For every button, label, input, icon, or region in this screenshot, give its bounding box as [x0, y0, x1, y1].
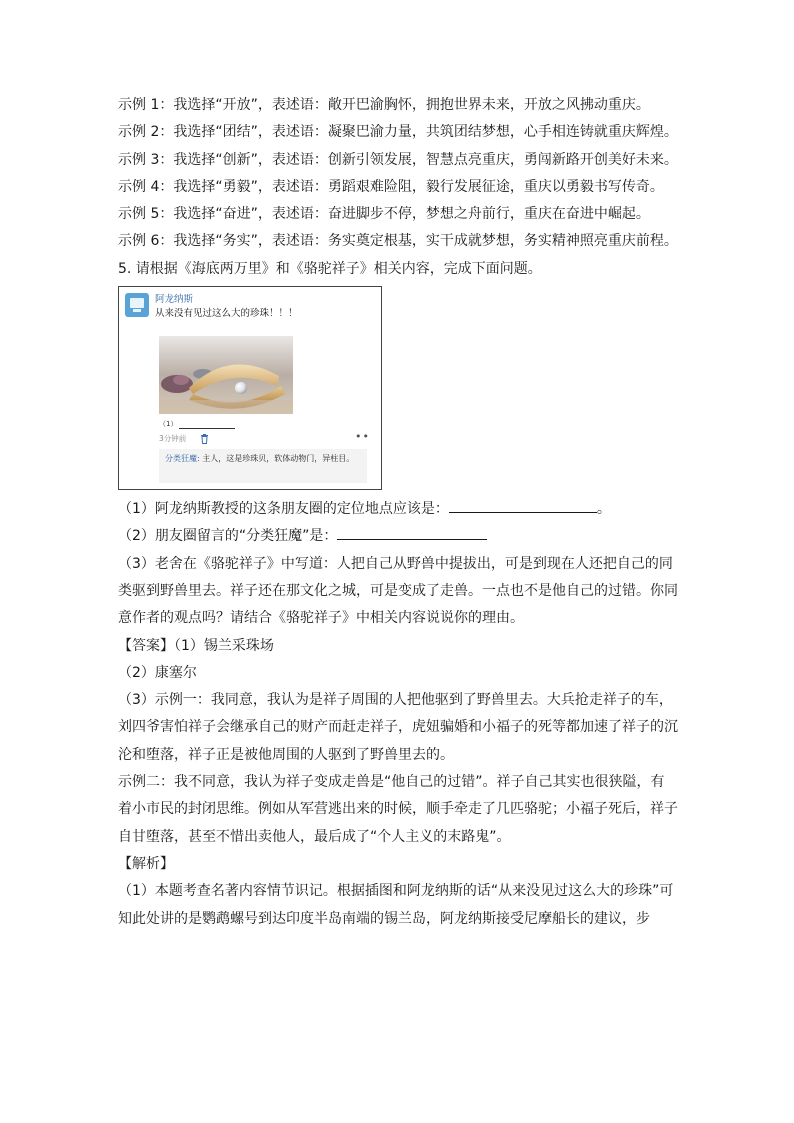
- pearl-shell-photo: [159, 336, 293, 414]
- answer-3-example-1: （3）示例一：我同意，我认为是祥子周围的人把他驱到了野兽里去。大兵抢走祥子的车，刘四爷害怕祥子会继承自己的财产而赶走祥子，虎妞骗婚和小福子的死等都加速了祥子的沉沦和堕落，祥子正是被他周围的人驱到了野兽里去的。: [118, 692, 678, 763]
- paragraph: 示例 2：我选择“团结”，表述语：凝聚巴渝力量，共筑团结梦想，心手相连铸就重庆辉煌。: [118, 124, 678, 141]
- more-options-icon: ••: [355, 430, 370, 444]
- answer-blank: [449, 498, 597, 513]
- avatar: [125, 293, 149, 317]
- answer-heading: 【答案】（1）锡兰采珠场: [118, 637, 274, 654]
- answer-2: （2）康塞尔: [118, 664, 197, 681]
- post-text: 从来没有见过这么大的珍珠！！！: [155, 308, 298, 320]
- analysis-1: （1）本题考查名著内容情节识记。根据插图和阿龙纳斯的话“从来没见过这么大的珍珠”可知此处讲的是鹦鹉螺号到达印度半岛南端的锡兰岛，阿龙纳斯接受尼摩船长的建议，步: [118, 883, 674, 927]
- question-2: （2）朋友圈留言的“分类狂魔”是：: [118, 523, 678, 550]
- paragraph: 示例 3：我选择“创新”，表述语：创新引领发展，智慧点亮重庆，勇闯新路开创美好未来。: [118, 151, 678, 168]
- trash-icon: [200, 434, 209, 444]
- paragraph: 示例 5：我选择“奋进”，表述语：奋进脚步不停，梦想之舟前行，重庆在奋进中崛起。: [118, 206, 650, 223]
- post-time: 3分钟前: [159, 434, 187, 444]
- question-3: （3）老舍在《骆驼祥子》中写道：人把自己从野兽中提拔出，可是到现在人还把自己的同类驱到野兽里去。祥子还在那文化之城，可是变成了走兽。一点也不是他自己的过错。你同意作者的观点吗？请结合《骆驼祥子》中相关内容说说你的理由。: [118, 555, 678, 627]
- caption-blank: （1）: [159, 419, 235, 429]
- comment-author: 分类狂魔:: [165, 454, 200, 464]
- comment-text: 主人，这是珍珠贝，软体动物门，异柱目。: [199, 454, 355, 464]
- moments-post-figure: [118, 286, 382, 490]
- answer-blank: [337, 525, 487, 540]
- answer-3-example-2: 示例二：我不同意，我认为祥子变成走兽是“他自己的过错”。祥子自己其实也很狭隘，有着小市民的封闭思维。例如从军营逃出来的时候，顺手牵走了几匹骆驼；小福子死后，祥子自甘堕落，甚至不惜出卖他人，最后成了“个人主义的末路鬼”。: [118, 774, 678, 845]
- question-heading: 5. 请根据《海底两万里》和《骆驼祥子》相关内容，完成下面问题。: [118, 260, 542, 277]
- question-1: （1）阿龙纳斯教授的这条朋友圈的定位地点应该是： 。: [118, 496, 678, 523]
- document-body: [118, 92, 678, 933]
- comment-box: [159, 449, 367, 483]
- paragraph: 示例 4：我选择“勇毅”，表述语：勇蹈艰难险阻，毅行发展征途，重庆以勇毅书写传奇。: [118, 178, 664, 195]
- post-author: 阿龙纳斯: [155, 294, 194, 306]
- paragraph: 示例 1：我选择“开放”，表述语：敞开巴渝胸怀，拥抱世界未来，开放之风拂动重庆。: [118, 97, 650, 113]
- paragraph: 示例 6：我选择“务实”，表述语：务实奠定根基，实干成就梦想，务实精神照亮重庆前程。: [118, 233, 678, 250]
- analysis-heading: 【解析】: [118, 855, 174, 872]
